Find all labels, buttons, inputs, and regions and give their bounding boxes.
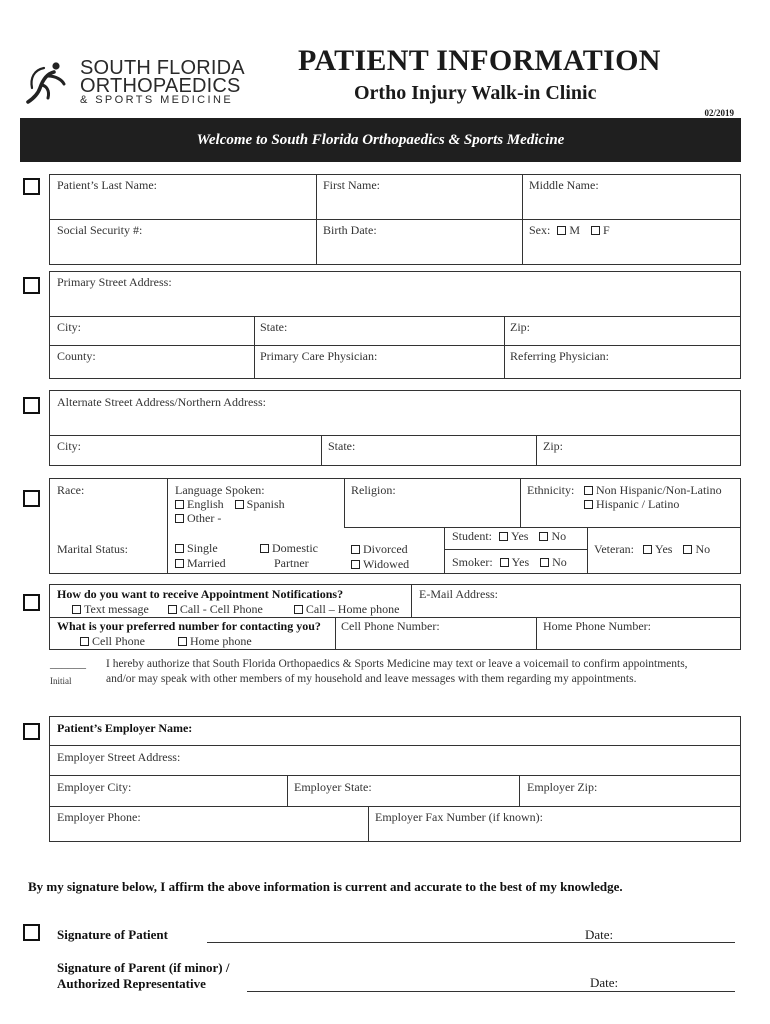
preferred-home-checkbox[interactable] [178, 637, 187, 646]
logo-figure-icon [26, 58, 66, 106]
sex-m-label: M [569, 223, 581, 237]
veteran-label: Veteran: [594, 542, 634, 556]
married-checkbox[interactable] [175, 559, 184, 568]
employer-name-field[interactable]: Patient’s Employer Name: [57, 721, 193, 735]
student-yes-checkbox[interactable] [499, 532, 508, 541]
welcome-banner-text: Welcome to South Florida Orthopaedics & Sports Medicine [196, 131, 565, 148]
section-patient-checkbox[interactable] [23, 178, 40, 195]
preferred-cell-checkbox[interactable] [80, 637, 89, 646]
section-signature-checkbox[interactable] [23, 924, 40, 941]
divorced-label: Divorced [363, 542, 408, 556]
sex-label: Sex: [529, 223, 551, 237]
widowed-option [351, 557, 409, 572]
domestic-label: Domestic [272, 541, 318, 555]
veteran-row [594, 542, 710, 557]
text-message-label: Text message [84, 602, 149, 616]
primary-state-field[interactable]: State: [260, 320, 288, 334]
veteran-yes-checkbox[interactable] [643, 545, 652, 554]
signature-of-patient-label: Signature of Patient [57, 927, 168, 942]
preferred-cell-label: Cell Phone [92, 634, 145, 648]
primary-zip-field[interactable]: Zip: [510, 320, 530, 334]
demographics-box [49, 478, 741, 574]
smoker-no-label: No [552, 555, 567, 569]
preferred-number-question: What is your preferred number for contacting you? [57, 619, 321, 633]
alternate-zip-field[interactable]: Zip: [543, 439, 563, 453]
sex-f-label: F [603, 223, 610, 237]
text-message-checkbox[interactable] [72, 605, 81, 614]
section-notifications-checkbox[interactable] [23, 594, 40, 611]
initial-blank[interactable]: ______ [50, 656, 86, 670]
employer-state-field[interactable]: Employer State: [294, 780, 372, 794]
affirmation-statement: By my signature below, I affirm the above information is current and accurate to the best of my knowledge. [28, 879, 623, 894]
preferred-options-row [80, 634, 252, 649]
student-row [452, 529, 566, 544]
other-language-checkbox[interactable] [175, 514, 184, 523]
language-label: Language Spoken: [175, 483, 265, 497]
section-demographics-checkbox[interactable] [23, 490, 40, 507]
page-subtitle: Ortho Injury Walk-in Clinic [354, 82, 597, 104]
last-name-field[interactable]: Patient’s Last Name: [57, 178, 157, 192]
notifications-box [49, 584, 741, 650]
employer-phone-field[interactable]: Employer Phone: [57, 810, 141, 824]
student-yes-label: Yes [511, 529, 529, 543]
patient-info-box [49, 174, 741, 265]
domestic-partner-option [260, 541, 318, 556]
employer-street-field[interactable]: Employer Street Address: [57, 750, 181, 764]
language-other-row [175, 511, 221, 526]
employer-zip-field[interactable]: Employer Zip: [527, 780, 598, 794]
sex-f-checkbox[interactable] [591, 226, 600, 235]
smoker-yes-checkbox[interactable] [500, 558, 509, 567]
english-label: English [187, 497, 224, 511]
widowed-checkbox[interactable] [351, 560, 360, 569]
alternate-address-box [49, 390, 741, 466]
partner-label: Partner [274, 556, 309, 570]
smoker-row [452, 555, 567, 570]
non-hispanic-label: Non Hispanic/Non-Latino [596, 483, 722, 497]
call-cell-label: Call - Cell Phone [179, 602, 263, 616]
birth-date-field[interactable]: Birth Date: [323, 223, 377, 237]
parent-signature-line[interactable] [247, 991, 735, 992]
smoker-yes-label: Yes [511, 555, 530, 569]
employer-city-field[interactable]: Employer City: [57, 780, 132, 794]
section-alternate-address-checkbox[interactable] [23, 397, 40, 414]
hispanic-option [584, 497, 679, 512]
english-checkbox[interactable] [175, 500, 184, 509]
other-language-label: Other - [187, 511, 222, 525]
spanish-checkbox[interactable] [235, 500, 244, 509]
primary-city-field[interactable]: City: [57, 320, 82, 334]
married-label: Married [187, 556, 226, 570]
call-home-checkbox[interactable] [294, 605, 303, 614]
parent-date-label: Date: [590, 975, 619, 990]
alternate-street-field[interactable]: Alternate Street Address/Northern Address: [57, 395, 266, 409]
student-label: Student: [452, 529, 493, 543]
section-primary-address-checkbox[interactable] [23, 277, 40, 294]
referring-physician-field[interactable]: Referring Physician: [510, 349, 609, 363]
smoker-label: Smoker: [452, 555, 493, 569]
race-field[interactable]: Race: [57, 483, 85, 497]
language-options-row [175, 497, 285, 512]
logo-line-2: ORTHOPAEDICS [80, 75, 241, 97]
employer-box [49, 716, 741, 842]
primary-address-box [49, 271, 741, 379]
single-label: Single [187, 541, 218, 555]
call-home-label: Call – Home phone [305, 602, 400, 616]
single-checkbox[interactable] [175, 544, 184, 553]
first-name-field[interactable]: First Name: [323, 178, 380, 192]
cell-number-field[interactable]: Cell Phone Number: [341, 619, 440, 633]
alternate-city-field[interactable]: City: [57, 439, 82, 453]
sex-m-checkbox[interactable] [557, 226, 566, 235]
logo-line-1: SOUTH FLORIDA [80, 57, 245, 79]
page-title: PATIENT INFORMATION [298, 44, 661, 77]
authorization-text-line-1: I hereby authorize that South Florida Orthopaedics & Sports Medicine may text or leave a voicemail to confirm appointments, [106, 658, 688, 670]
ethnicity-label: Ethnicity: [527, 483, 575, 497]
employer-fax-field[interactable]: Employer Fax Number (if known): [375, 810, 543, 824]
initial-label: Initial [50, 676, 72, 686]
marital-status-label: Marital Status: [57, 542, 128, 556]
single-option [175, 541, 218, 556]
divorced-checkbox[interactable] [351, 545, 360, 554]
spanish-label: Spanish [246, 497, 285, 511]
alternate-state-field[interactable]: State: [328, 439, 356, 453]
email-field[interactable]: E-Mail Address: [419, 587, 498, 601]
preferred-home-label: Home phone [190, 634, 252, 648]
student-no-label: No [551, 529, 567, 543]
veteran-no-checkbox[interactable] [683, 545, 692, 554]
primary-street-field[interactable]: Primary Street Address: [57, 275, 172, 289]
divorced-option [351, 542, 408, 557]
non-hispanic-checkbox[interactable] [584, 486, 593, 495]
domestic-partner-checkbox[interactable] [260, 544, 269, 553]
home-number-field[interactable]: Home Phone Number: [543, 619, 651, 633]
widowed-label: Widowed [363, 557, 410, 571]
county-field[interactable]: County: [57, 349, 96, 363]
religion-field[interactable]: Religion: [351, 483, 396, 497]
married-option [175, 556, 226, 571]
form-revision-date: 02/2019 [704, 108, 734, 118]
parent-signature-label-line-1: Signature of Parent (if minor) / [57, 960, 230, 975]
hispanic-checkbox[interactable] [584, 500, 593, 509]
middle-name-field[interactable]: Middle Name: [529, 178, 599, 192]
pcp-field[interactable]: Primary Care Physician: [260, 349, 378, 363]
patient-signature-line[interactable] [207, 942, 735, 943]
parent-signature-label-line-2: Authorized Representative [57, 976, 206, 991]
veteran-no-label: No [695, 542, 711, 556]
notification-options-row [72, 602, 399, 617]
smoker-no-checkbox[interactable] [540, 558, 549, 567]
authorization-text-line-2: and/or may speak with other members of my household and leave messages with them regarding my appointments. [106, 673, 637, 685]
hispanic-label: Hispanic / Latino [596, 497, 680, 511]
notification-question: How do you want to receive Appointment Notifications? [57, 587, 344, 601]
patient-date-label: Date: [585, 927, 614, 942]
non-hispanic-option [584, 483, 722, 498]
student-no-checkbox[interactable] [539, 532, 548, 541]
welcome-banner [20, 118, 741, 162]
section-employer-checkbox[interactable] [23, 723, 40, 740]
logo-line-3: & SPORTS MEDICINE [80, 94, 234, 106]
sex-field [529, 223, 610, 238]
veteran-yes-label: Yes [654, 542, 673, 556]
call-cell-checkbox[interactable] [168, 605, 177, 614]
ssn-field[interactable]: Social Security #: [57, 223, 143, 237]
